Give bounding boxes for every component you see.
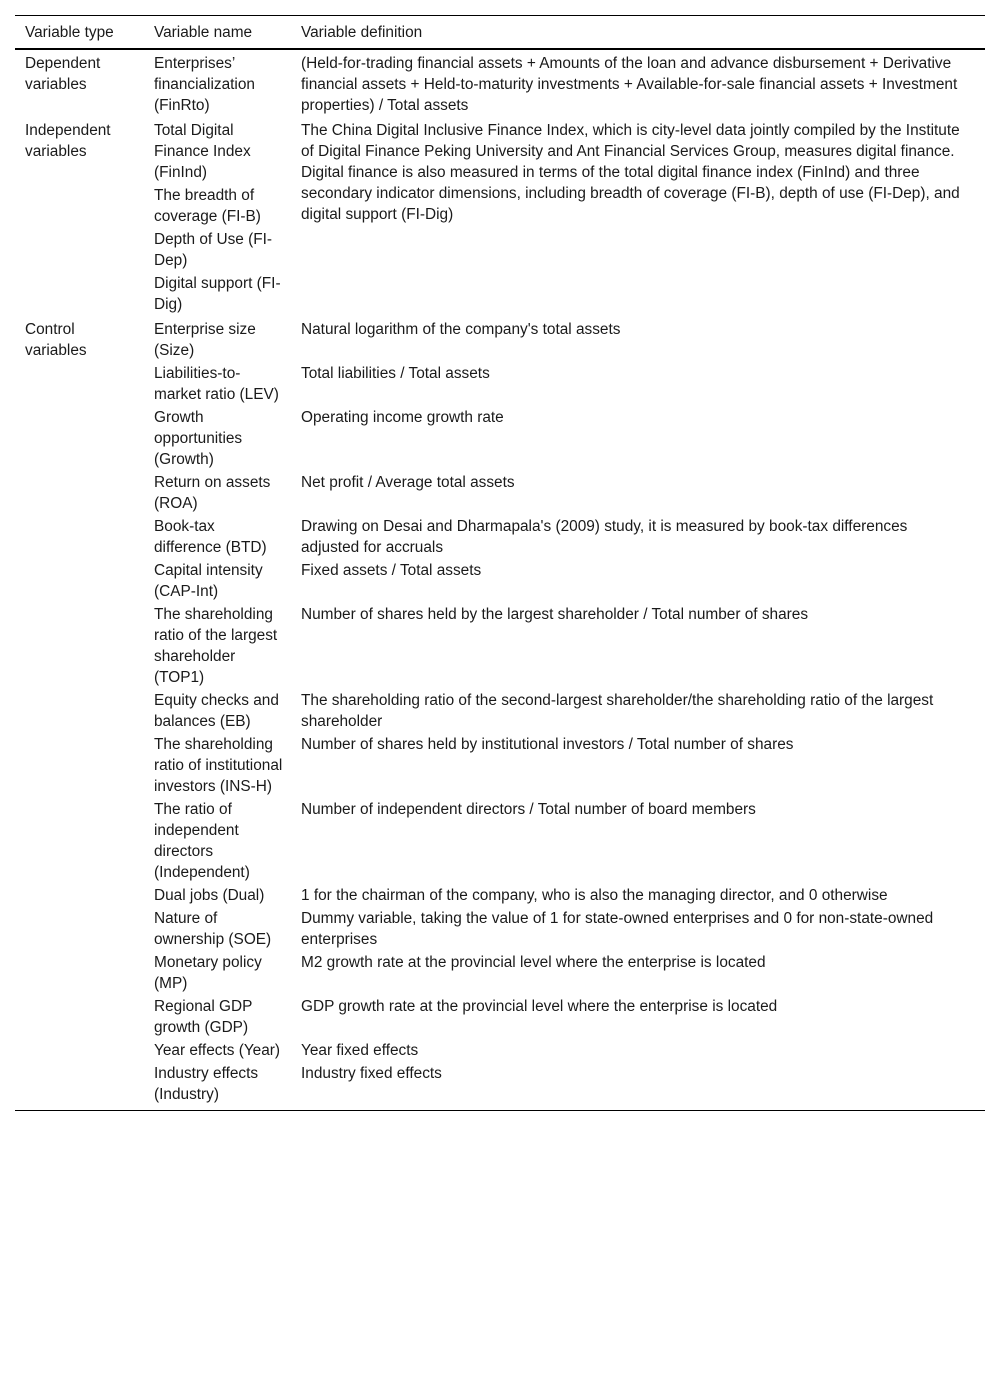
variable-type-cell: [15, 884, 144, 907]
table-body: [15, 49, 985, 1110]
variable-type-cell: [15, 184, 144, 228]
variable-type-cell: [15, 228, 144, 272]
table-header: [15, 16, 985, 49]
variable-definition-cell: Number of shares held by the largest shareholder / Total number of shares: [301, 606, 809, 623]
table-row: [15, 406, 985, 471]
header-variable-definition: Variable definition: [291, 16, 985, 49]
table-row: [15, 907, 985, 951]
variable-definition-cell: The shareholding ratio of the second-largest shareholder/the shareholding ratio of the largest shareholder: [301, 692, 934, 730]
table-row: [15, 117, 985, 184]
variable-definition-cell: Net profit / Average total assets: [301, 474, 515, 491]
variable-definition-cell: Fixed assets / Total assets: [301, 562, 482, 579]
table-row: [15, 362, 985, 406]
variable-type-cell: [15, 733, 144, 798]
variable-type-cell: [15, 362, 144, 406]
variables-table: [15, 16, 985, 1110]
variable-name-cell: Industry effects (Industry): [154, 1065, 259, 1103]
table-row: [15, 733, 985, 798]
variable-name-cell: Capital intensity (CAP-Int): [154, 562, 263, 600]
variable-type-cell: Independent variables: [25, 122, 111, 160]
table-row: [15, 798, 985, 884]
variable-definition-cell: Number of independent directors / Total number of board members: [301, 801, 756, 818]
variable-name-cell: Dual jobs (Dual): [154, 887, 265, 904]
header-variable-type: Variable type: [15, 16, 144, 49]
variable-name-cell: Liabilities-to-market ratio (LEV): [154, 365, 279, 403]
variable-type-cell: [15, 951, 144, 995]
variable-type-cell: [15, 406, 144, 471]
variable-name-cell: The shareholding ratio of institutional investors (INS-H): [154, 736, 283, 795]
variable-name-cell: Depth of Use (FI-Dep): [154, 231, 273, 269]
variable-definition-cell: Industry fixed effects: [301, 1065, 442, 1082]
variable-type-cell: [15, 995, 144, 1039]
variable-name-cell: The ratio of independent directors (Independent): [154, 801, 250, 881]
header-row: [15, 16, 985, 49]
variable-type-cell: [15, 471, 144, 515]
variable-definition-cell: Year fixed effects: [301, 1042, 419, 1059]
variable-name-cell: Digital support (FI-Dig): [154, 275, 281, 313]
variable-definition-cell: Total liabilities / Total assets: [301, 365, 490, 382]
variable-definition-cell: 1 for the chairman of the company, who is also the managing director, and 0 otherwise: [301, 887, 888, 904]
variable-type-cell: [15, 515, 144, 559]
variable-name-cell: Book-tax difference (BTD): [154, 518, 267, 556]
variable-name-cell: The shareholding ratio of the largest shareholder (TOP1): [154, 606, 278, 686]
table-row: [15, 49, 985, 117]
variable-type-cell: [15, 1039, 144, 1062]
table-row: [15, 603, 985, 689]
variable-name-cell: Total Digital Finance Index (FinInd): [154, 122, 251, 181]
table-row: [15, 316, 985, 362]
variable-type-cell: [15, 1062, 144, 1110]
variable-type-cell: [15, 689, 144, 733]
variable-type-cell: [15, 907, 144, 951]
variable-definition-cell: Number of shares held by institutional investors / Total number of shares: [301, 736, 794, 753]
variable-definition-cell: Operating income growth rate: [301, 409, 504, 426]
table-row: [15, 689, 985, 733]
variable-name-cell: Equity checks and balances (EB): [154, 692, 279, 730]
table-row: [15, 515, 985, 559]
header-variable-name: Variable name: [144, 16, 291, 49]
variable-name-cell: The breadth of coverage (FI-B): [154, 187, 261, 225]
table-row: [15, 1039, 985, 1062]
variable-name-cell: Growth opportunities (Growth): [154, 409, 243, 468]
variable-definition-cell: Drawing on Desai and Dharmapala's (2009) study, it is measured by book-tax differences adjusted for accruals: [301, 518, 908, 556]
table-row: [15, 1062, 985, 1110]
table-row: [15, 951, 985, 995]
variable-name-cell: Enterprises’ financialization (FinRto): [154, 55, 255, 114]
variable-type-cell: Dependent variables: [25, 55, 101, 93]
variable-type-cell: [15, 603, 144, 689]
table-row: [15, 884, 985, 907]
variable-definition-cell: (Held-for-trading financial assets + Amounts of the loan and advance disbursement + Derivative financial assets + Held-to-maturity investments + Available-for-sale financial assets + Investment properties) / Total assets: [301, 55, 958, 114]
variable-name-cell: Regional GDP growth (GDP): [154, 998, 253, 1036]
variable-type-cell: [15, 272, 144, 316]
variable-definition-cell: The China Digital Inclusive Finance Index, which is city-level data jointly compiled by the Institute of Digital Finance Peking University and Ant Financial Services Group, measures digital finance. Digital finance is also measured in terms of the total digital finance index (FinInd) and three secondary indicator dimensions, including breadth of coverage (FI-B), depth of use (FI-Dep), and digital support (FI-Dig): [301, 122, 960, 223]
variable-name-cell: Monetary policy (MP): [154, 954, 262, 992]
variable-definition-cell: Natural logarithm of the company's total assets: [301, 321, 621, 338]
variables-table-container: [15, 15, 985, 1111]
variable-name-cell: Enterprise size (Size): [154, 321, 256, 359]
variable-definition-cell: Dummy variable, taking the value of 1 for state-owned enterprises and 0 for non-state-owned enterprises: [301, 910, 934, 948]
variable-definition-cell: M2 growth rate at the provincial level where the enterprise is located: [301, 954, 766, 971]
table-row: [15, 559, 985, 603]
variable-type-cell: [15, 798, 144, 884]
table-row: [15, 471, 985, 515]
variable-name-cell: Return on assets (ROA): [154, 474, 271, 512]
table-row: [15, 995, 985, 1039]
variable-definition-cell: GDP growth rate at the provincial level where the enterprise is located: [301, 998, 778, 1015]
variable-name-cell: Nature of ownership (SOE): [154, 910, 272, 948]
variable-name-cell: Year effects (Year): [154, 1042, 281, 1059]
variable-type-cell: Control variables: [25, 321, 87, 359]
variable-type-cell: [15, 559, 144, 603]
